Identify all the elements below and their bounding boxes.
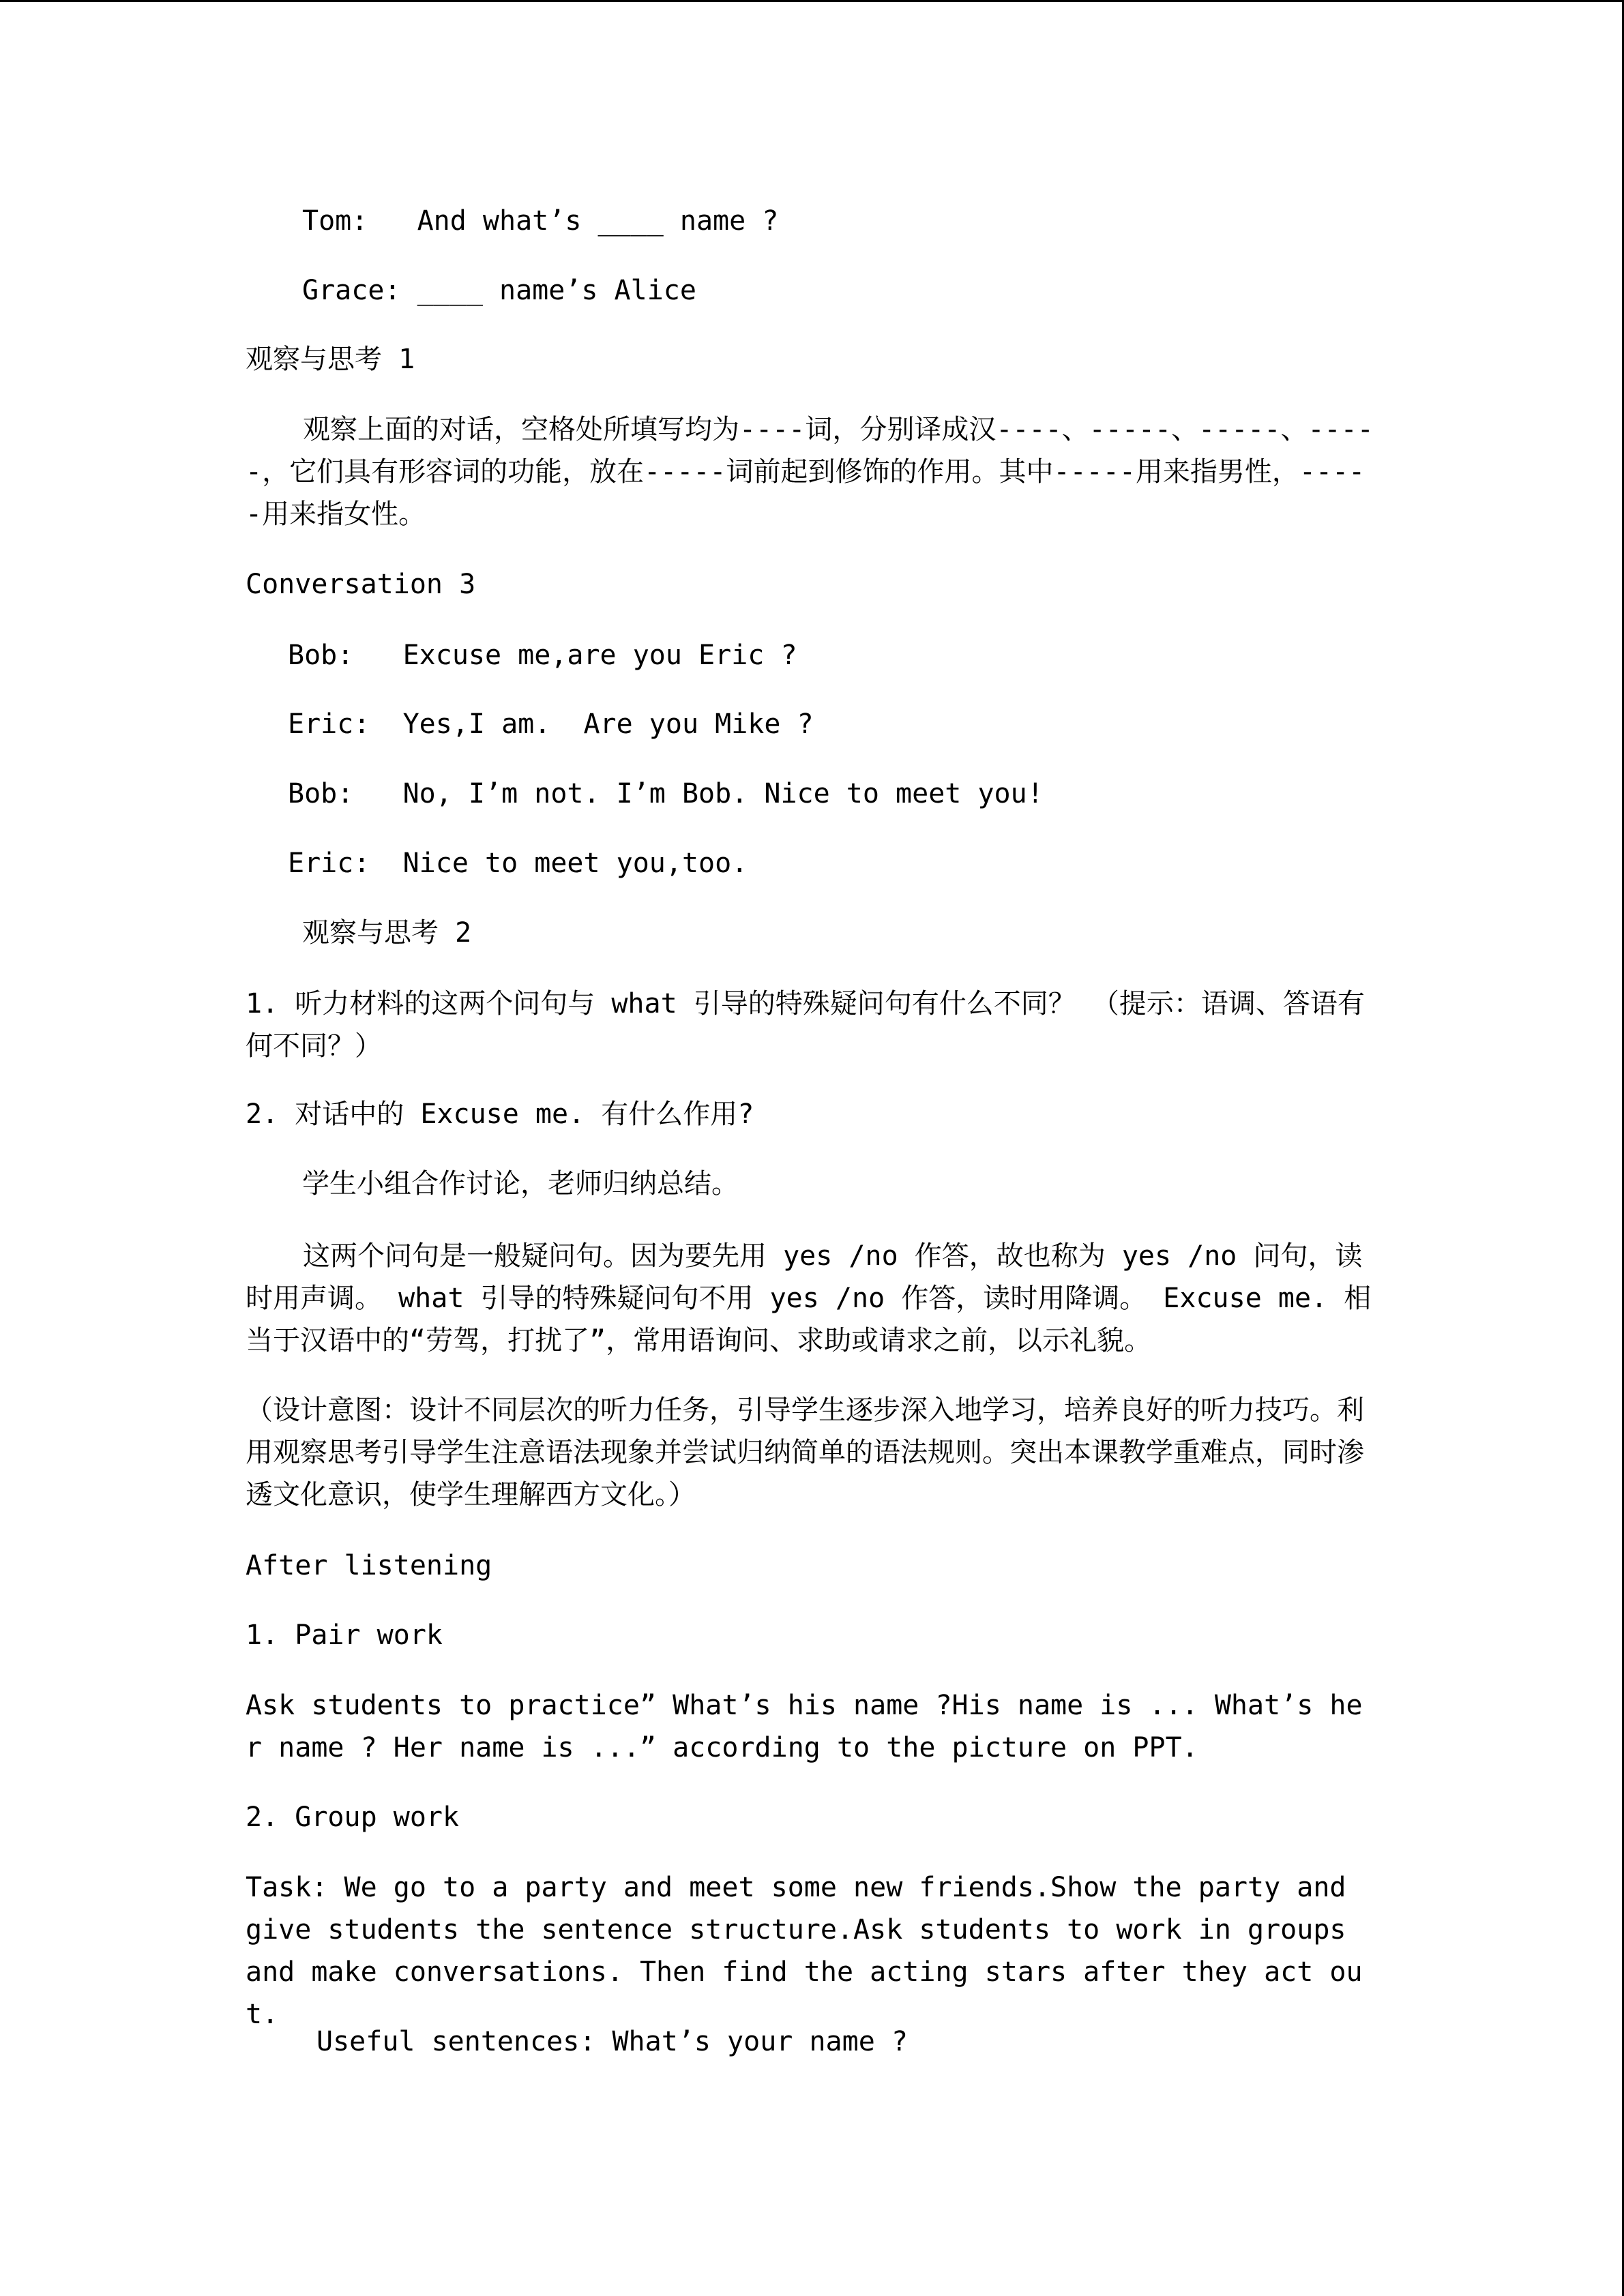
question-1: 1. 听力材料的这两个问句与 what 引导的特殊疑问句有什么不同？ （提示：语调、答语有何不同？） (246, 988, 1365, 1062)
design-intent-paragraph: （设计意图：设计不同层次的听力任务，引导学生逐步深入地学习，培养良好的听力技巧。利用观察思考引导学生注意语法现象并尝试归纳简单的语法规则。突出本课教学重难点，同时渗透文化意识，使学生理解西方文化。） (246, 1395, 1364, 1510)
observe-think-2-heading: 观察与思考 2 (302, 917, 472, 949)
observe-think-1-heading: 观察与思考 1 (246, 344, 415, 375)
explanation-paragraph: 这两个问句是一般疑问句。因为要先用 yes /no 作答，故也称为 yes /no 问句，读时用声调。 what 引导的特殊疑问句不用 yes /no 作答，读时用降调。 Excuse me. 相当于汉语中的“劳驾，打扰了”，常用语询问、求助或请求之前，以示礼貌。 (246, 1240, 1372, 1356)
dialogue-line-bob-2: Bob: No, I’m not. I’m Bob. Nice to meet you! (288, 778, 1044, 809)
dialogue-line-tom: Tom: And what’s ____ name ? (302, 205, 779, 237)
pair-work-heading: 1. Pair work (246, 1620, 443, 1651)
task-text: Task: We go to a party and meet some new friends.Show the party and give students the sentence structure.Ask students to work in groups and make conversations. Then find the acting stars after they act out. (246, 1872, 1363, 2030)
conversation-3-heading: Conversation 3 (246, 569, 476, 600)
group-work-heading: 2. Group work (246, 1802, 460, 1833)
useful-sentences: Useful sentences: What’s your name ? (316, 2026, 908, 2057)
pair-work-text: Ask students to practice” What’s his name ?His name is ... What’s her name ? Her name is ...” according to the picture on PPT. (246, 1690, 1363, 1763)
dialogue-line-eric-1: Eric: Yes,I am. Are you Mike ? (288, 709, 814, 740)
dialogue-line-bob-1: Bob: Excuse me,are you Eric ? (288, 640, 797, 671)
discussion-note: 学生小组合作讨论，老师归纳总结。 (302, 1168, 739, 1199)
observe-think-1-text: 观察上面的对话，空格处所填写均为----词，分别译成汉----、-----、-----、-----，它们具有形容词的功能，放在-----词前起到修饰的作用。其中-----用来指男性，-----用来指女性。 (246, 414, 1374, 530)
dialogue-line-grace: Grace: ____ name’s Alice (302, 275, 696, 306)
dialogue-line-eric-2: Eric: Nice to meet you,too. (288, 848, 748, 879)
question-2: 2. 对话中的 Excuse me. 有什么作用? (246, 1099, 754, 1130)
after-listening-heading: After listening (246, 1550, 492, 1581)
